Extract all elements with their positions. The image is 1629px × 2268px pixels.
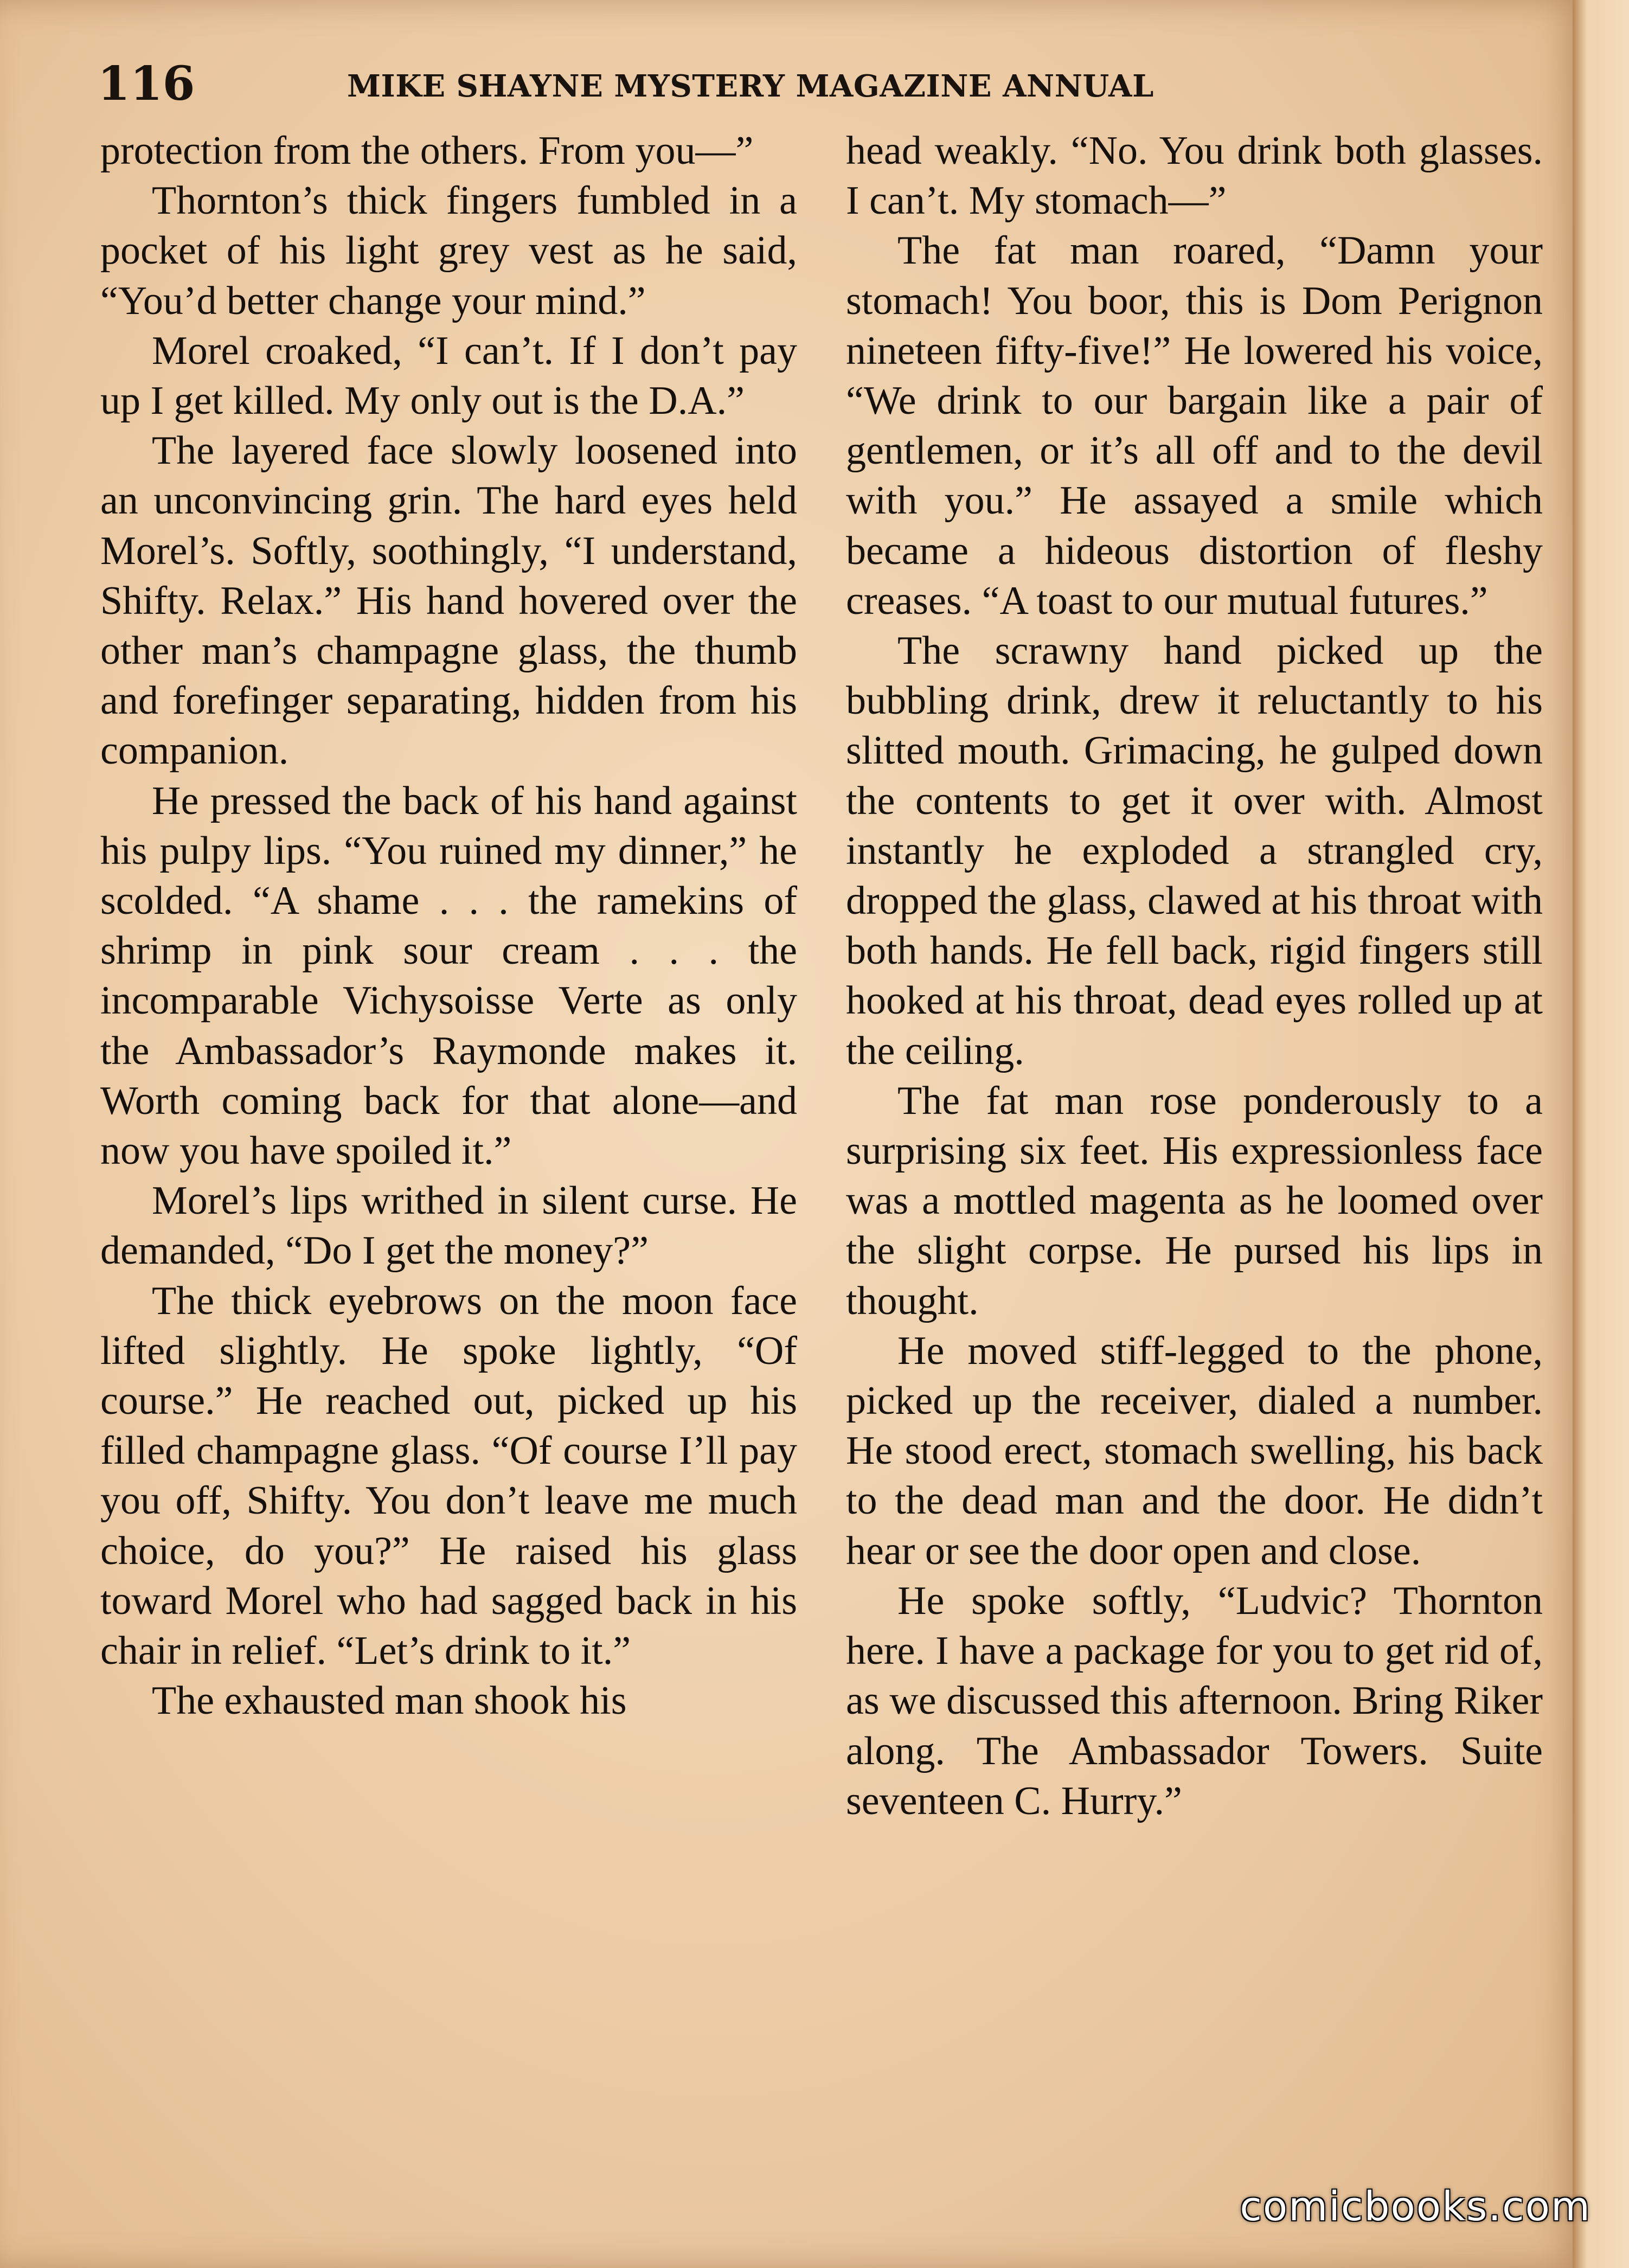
paragraph: He moved stiff-legged to the phone, picked up the receiver, dialed a number. He stood erect, stomach swelling, his back to the dead man and the door. He didn’t hear or see the door open and close.: [846, 1328, 1543, 1573]
paragraph: protection from the others. From you—”: [100, 129, 754, 173]
paragraph: He pressed the back of his hand against his pulpy lips. “You ruined my dinner,” he scolded. “A shame . . . the ramekins of shrimp in pink sour cream . . . the incomparable Vichysoisse Verte as only the Ambassador’s Raymonde makes it. Worth coming back for that alone—and now you have spoiled it.”: [100, 778, 797, 1174]
running-title: MIKE SHAYNE MYSTERY MAGAZINE ANNUAL: [347, 68, 1154, 104]
watermark: comicbooks.com: [1240, 2183, 1591, 2230]
paragraph: The scrawny hand picked up the bubbling drink, drew it reluctantly to his slitted mouth. Grimacing, he gulped down the contents to get it over with. Almost instantly he exploded a strangled cry, dropped the glass, clawed at his throat with both hands. He fell back, rigid fingers still hooked at his throat, dead eyes rolled up at the ceiling.: [846, 629, 1543, 1073]
text-column-left: [100, 126, 797, 1726]
paragraph: The thick eyebrows on the moon face lifted slightly. He spoke lightly, “Of course.” He reached out, picked up his filled champagne glass. “Of course I’ll pay you off, Shifty. You don’t leave me much choice, do you?” He raised his glass toward Morel who had sagged back in his chair in relief. “Let’s drink to it.”: [100, 1278, 797, 1674]
paragraph: The fat man rose ponderously to a surprising six feet. His expressionless face was a mottled magenta as he loomed over the slight corpse. He pursed his lips in thought.: [846, 1078, 1543, 1323]
paragraph: Morel croaked, “I can’t. If I don’t pay up I get killed. My only out is the D.A.”: [100, 328, 797, 424]
page-header: [98, 54, 1301, 114]
text-column-right: [846, 126, 1543, 1826]
paragraph: He spoke softly, “Ludvic? Thornton here. I have a package for you to get rid of, as we discussed this afternoon. Bring Riker along. The Ambassador Towers. Suite seventeen C. Hurry.”: [846, 1578, 1543, 1823]
paragraph: Thornton’s thick fingers fumbled in a pocket of his light grey vest as he said, “You’d better change your mind.”: [100, 178, 797, 323]
paragraph: Morel’s lips writhed in silent curse. He demanded, “Do I get the money?”: [100, 1178, 797, 1273]
paragraph: The fat man roared, “Damn your stomach! You boor, this is Dom Perignon nineteen fifty-five!” He lowered his voice, “We drink to our bargain like a pair of gentlemen, or it’s all off and to the devil with you.” He assayed a smile which became a hideous distortion of fleshy creases. “A toast to our mutual futures.”: [846, 228, 1543, 623]
paragraph: The exhausted man shook his: [152, 1678, 627, 1724]
page-edge: [1573, 0, 1629, 2268]
paragraph: The layered face slowly loosened into an unconvincing grin. The hard eyes held Morel’s. Softly, soothingly, “I understand, Shifty. Relax.” His hand hovered over the other man’s champagne glass, the thumb and forefinger separating, hidden from his companion.: [100, 428, 797, 773]
page-number: 116: [98, 56, 195, 111]
paragraph: head weakly. “No. You drink both glasses. I can’t. My stomach—”: [846, 129, 1543, 223]
